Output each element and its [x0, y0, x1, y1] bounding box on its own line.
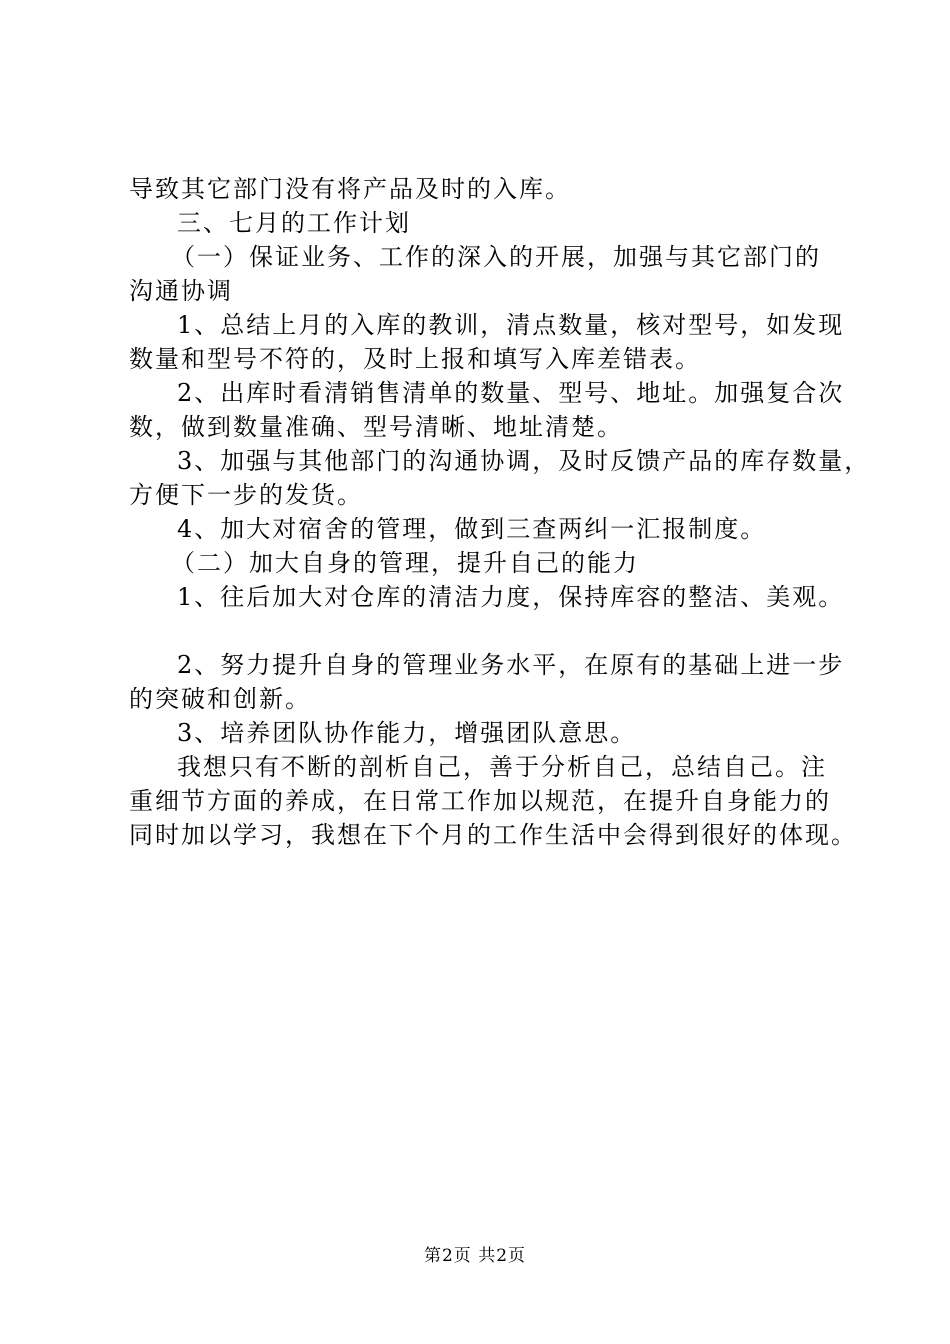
- paragraph-line: 的突破和创新。: [129, 685, 311, 713]
- paragraph-line: 我想只有不断的剖析自己，善于分析自己，总结自己。注: [177, 753, 827, 781]
- list-item-line: 3、加强与其他部门的沟通协调，及时反馈产品的库存数量，: [177, 447, 871, 475]
- list-item-line: 4、加大对宿舍的管理，做到三查两纠一汇报制度。: [177, 515, 767, 543]
- paragraph-line: 数，做到数量准确、型号清晰、地址清楚。: [129, 413, 623, 441]
- list-item-line: 1、往后加大对仓库的清洁力度，保持库容的整洁、美观。: [177, 583, 845, 611]
- subsection-heading: （一）保证业务、工作的深入的开展，加强与其它部门的: [171, 243, 821, 271]
- blank-line: [129, 614, 835, 648]
- subsection-heading: （二）加大自身的管理，提升自己的能力: [171, 549, 639, 577]
- paragraph-line: 数量和型号不符的，及时上报和填写入库差错表。: [129, 345, 701, 373]
- paragraph-line: 方便下一步的发货。: [129, 481, 363, 509]
- paragraph-line: 导致其它部门没有将产品及时的入库。: [129, 175, 571, 203]
- list-item-line: 2、出库时看清销售清单的数量、型号、地址。加强复合次: [177, 379, 845, 407]
- section-heading: 三、七月的工作计划: [177, 209, 411, 237]
- document-body: [129, 172, 871, 852]
- list-item-line: 2、努力提升自身的管理业务水平，在原有的基础上进一步: [177, 651, 845, 679]
- paragraph-line: 同时加以学习，我想在下个月的工作生活中会得到很好的体现。: [129, 821, 857, 849]
- paragraph-line: 沟通协调: [129, 277, 233, 305]
- list-item-line: 1、总结上月的入库的教训，清点数量，核对型号，如发现: [177, 311, 845, 339]
- paragraph-line: 重细节方面的养成，在日常工作加以规范，在提升自身能力的: [129, 787, 831, 815]
- list-item-line: 3、培养团队协作能力，增强团队意思。: [177, 719, 637, 747]
- page-number-footer: 第2页 共2页: [423, 1246, 527, 1266]
